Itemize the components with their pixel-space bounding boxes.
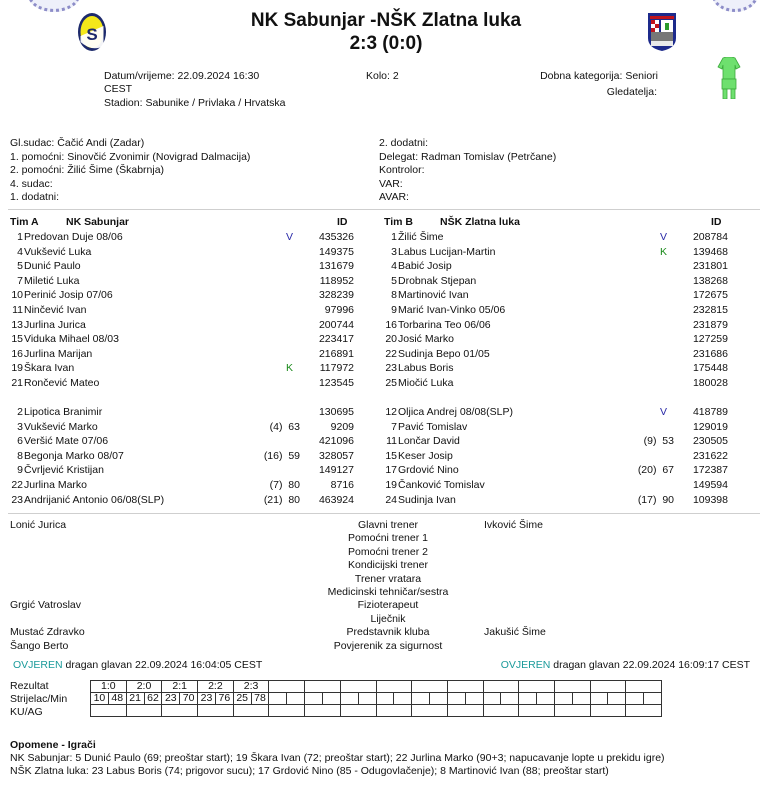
goal-scorer-cell	[483, 693, 501, 705]
player-id: 231686	[692, 347, 728, 360]
svg-text:S: S	[86, 25, 98, 44]
goal-score-cell	[412, 681, 448, 693]
player-name: Begonja Marko 08/07	[24, 449, 124, 462]
ku-ag-cell	[590, 705, 626, 717]
goal-score-cell	[269, 681, 305, 693]
player-id: 127259	[692, 333, 728, 346]
goal-scorer-cell	[376, 693, 394, 705]
player-name: Veršić Mate 07/06	[24, 435, 109, 448]
ku-ag-cell	[554, 705, 590, 717]
goal-minute-cell: 62	[144, 693, 162, 705]
player-row	[0, 478, 353, 493]
staff-home-name: Lonić Jurica	[10, 519, 67, 531]
staff-role: Medicinski tehničar/sestra	[327, 586, 449, 598]
official-avar: AVAR:	[379, 191, 409, 203]
player-number: 17	[385, 464, 397, 477]
player-row	[0, 230, 353, 245]
goal-minute-cell: 70	[180, 693, 198, 705]
team-b-id-header: ID	[711, 216, 722, 228]
player-number: 5	[391, 274, 397, 287]
staff-role: Povjerenik za sigurnost	[333, 639, 443, 652]
player-name: Lončar David	[398, 435, 460, 448]
divider	[8, 513, 760, 514]
player-name: Miletić Luka	[24, 274, 80, 287]
player-number: 2	[17, 406, 23, 418]
player-row	[0, 245, 353, 260]
ku-ag-cell	[412, 705, 448, 717]
goal-minute-cell	[644, 693, 662, 705]
player-number: 1	[391, 231, 397, 243]
player-number: 23	[385, 362, 397, 375]
player-name: Žilić Šime	[398, 231, 444, 243]
goal-score-cell	[483, 681, 519, 693]
player-name: Jurlina Marijan	[24, 347, 93, 360]
player-number: 16	[11, 347, 23, 360]
player-row	[367, 259, 727, 274]
staff-role: Pomoćni trener 1	[348, 532, 428, 545]
staff-role: Predstavnik kluba	[346, 626, 430, 639]
player-id: 463924	[318, 493, 354, 506]
player-number: 8	[391, 289, 397, 302]
match-stadium: Stadion: Sabunike / Privlaka / Hrvatska	[104, 97, 286, 109]
player-number: 3	[17, 420, 23, 433]
player-name: Rončević Mateo	[24, 377, 100, 389]
player-id: 149375	[318, 245, 354, 258]
player-id: 130695	[318, 406, 354, 418]
player-number: 19	[11, 362, 23, 375]
player-row	[0, 288, 353, 303]
goal-scorer-cell: 23	[198, 693, 216, 705]
cautions-home: NK Sabunjar: 5 Dunić Paulo (69; preoštar start); 19 Škara Ivan (72; preoštar start); 22 Jurlina Marko (90+3; napucavanje lopte u prekidu igre)	[10, 752, 665, 764]
goal-scorer-cell	[519, 693, 537, 705]
player-row	[367, 318, 727, 333]
player-id: 97996	[324, 304, 354, 316]
player-name: Grdović Nino	[398, 464, 459, 477]
player-row	[367, 245, 727, 260]
player-name: Škara Ivan	[24, 362, 75, 375]
goal-score-cell	[590, 681, 626, 693]
official-assistant-1: 1. pomoćni: Sinovčić Zvonimir (Novigrad Dalmacija)	[10, 151, 251, 163]
player-row	[367, 478, 727, 493]
player-number: 25	[385, 377, 397, 389]
player-number: 11	[386, 435, 397, 448]
team-b-label: Tim B	[384, 216, 413, 228]
home-team-crest	[77, 12, 107, 52]
staff-role: Liječnik	[370, 612, 406, 625]
cautions-away: NŠK Zlatna luka: 23 Labus Boris (74; prigovor sucu); 17 Grdović Nino (85 - Odugovlačenje); 8 Martinović Ivan (88; preoštar start)	[10, 765, 609, 777]
divider	[8, 209, 760, 210]
player-number: 12	[385, 406, 397, 418]
player-name: Andrijanić Antonio 06/08(SLP)	[24, 493, 165, 506]
age-category: Dobna kategorija: Seniori	[540, 70, 658, 82]
goal-score-cell: 2:2	[198, 681, 234, 693]
player-name: Lipotica Branimir	[24, 406, 103, 418]
player-id: 421096	[318, 435, 354, 448]
match-title: NK Sabunjar -NŠK Zlatna luka	[250, 10, 522, 31]
player-row	[0, 463, 353, 478]
goal-score-cell: 2:0	[126, 681, 162, 693]
player-number: 5	[17, 260, 23, 273]
player-number: 19	[385, 479, 397, 491]
official-main-referee: Gl.sudac: Čačić Andi (Zadar)	[10, 137, 145, 149]
ku-ag-cell	[519, 705, 555, 717]
goal-scorer-cell	[447, 693, 465, 705]
result-score-row	[91, 681, 662, 693]
player-row	[367, 493, 727, 508]
player-number: 7	[391, 420, 397, 433]
player-role-badge: V	[660, 406, 668, 418]
player-row	[367, 347, 727, 362]
team-a-name: NK Sabunjar	[66, 216, 130, 228]
player-number: 10	[11, 289, 23, 302]
player-number: 16	[385, 318, 397, 331]
away-verification	[420, 659, 750, 671]
goal-scorer-cell: 23	[162, 693, 180, 705]
player-id: 175448	[692, 362, 728, 375]
player-row	[367, 230, 727, 245]
player-name: Josić Marko	[398, 333, 455, 346]
player-number: 11	[12, 304, 23, 316]
match-round: Kolo: 2	[366, 70, 399, 82]
player-number: 13	[11, 318, 23, 331]
player-name: Miočić Luka	[398, 377, 454, 389]
player-id: 230505	[692, 435, 728, 448]
player-number: 4	[17, 245, 23, 258]
player-substitution: (16) 59	[263, 449, 300, 462]
player-number: 8	[17, 449, 23, 462]
verified-by: dragan glavan 22.09.2024 16:09:17 CEST	[553, 659, 750, 671]
player-id: 149127	[318, 464, 354, 477]
player-name: Martinović Ivan	[398, 289, 469, 302]
player-id: 172675	[692, 289, 728, 302]
player-number: 7	[17, 274, 23, 287]
player-substitution: (4) 63	[269, 420, 300, 433]
goal-minute-cell	[537, 693, 555, 705]
goal-minute-cell	[430, 693, 448, 705]
player-number: 15	[11, 333, 23, 346]
goal-minute-cell: 76	[215, 693, 233, 705]
association-seal-left	[28, 0, 80, 12]
staff-role: Fizioterapeut	[357, 599, 419, 612]
goal-score-cell: 1:0	[91, 681, 127, 693]
player-id: 328239	[318, 289, 354, 302]
ku-ag-cell	[233, 705, 269, 717]
attendance: Gledatelja:	[606, 86, 657, 98]
player-row	[367, 376, 727, 391]
player-number: 24	[385, 493, 397, 506]
player-name: Torbarina Teo 06/06	[398, 318, 491, 331]
player-number: 9	[17, 464, 23, 477]
player-id: 8716	[330, 479, 354, 491]
player-number: 4	[391, 260, 397, 273]
player-row	[367, 449, 727, 464]
goal-scorer-cell	[305, 693, 323, 705]
player-row	[367, 463, 727, 478]
ku-ag-cell	[269, 705, 305, 717]
staff-role: Kondicijski trener	[348, 559, 428, 572]
player-id: 131679	[318, 260, 354, 273]
ku-ag-cell	[483, 705, 519, 717]
player-name: Drobnak Stjepan	[398, 274, 477, 287]
player-row	[0, 347, 353, 362]
goal-score-cell	[626, 681, 662, 693]
staff-away-name: Ivković Šime	[484, 519, 543, 531]
ku-ag-cell	[126, 705, 162, 717]
player-row	[0, 405, 353, 420]
player-name: Marić Ivan-Vinko 05/06	[398, 304, 506, 316]
player-row	[367, 303, 727, 318]
player-id: 231879	[692, 318, 728, 331]
goal-score-cell: 2:1	[162, 681, 198, 693]
match-timezone: CEST	[104, 83, 133, 95]
player-row	[0, 434, 353, 449]
player-number: 22	[11, 479, 23, 491]
player-id: 118952	[319, 274, 354, 287]
goal-minute-cell: 48	[108, 693, 126, 705]
team-b-name: NŠK Zlatna luka	[440, 216, 520, 228]
ku-ag-row-label: KU/AG	[10, 706, 43, 718]
staff-home-name: Šango Berto	[10, 639, 69, 652]
player-name: Viduka Mihael 08/03	[24, 333, 119, 346]
player-id: 328057	[318, 449, 354, 462]
player-row	[0, 376, 353, 391]
verified-status: OVJEREN	[500, 659, 551, 671]
player-name: Labus Boris	[398, 362, 454, 375]
result-ku-ag-row	[91, 705, 662, 717]
official-delegate: Delegat: Radman Tomislav (Petrčane)	[379, 151, 557, 163]
staff-role: Pomoćni trener 2	[348, 545, 428, 558]
goal-minute-cell	[501, 693, 519, 705]
goal-score-cell	[305, 681, 341, 693]
player-row	[367, 434, 727, 449]
goal-scorer-cell: 21	[126, 693, 144, 705]
staff-role: Trener vratara	[354, 572, 422, 585]
official-fourth: 4. sudac:	[10, 178, 53, 190]
player-name: Čanković Tomislav	[398, 479, 485, 491]
goal-score-cell: 2:3	[233, 681, 269, 693]
player-number: 20	[385, 333, 397, 346]
goal-minute-cell	[322, 693, 340, 705]
player-number: 9	[391, 304, 397, 316]
player-substitution: (21) 80	[263, 493, 300, 506]
ku-ag-cell	[162, 705, 198, 717]
player-name: Labus Lucijan-Martin	[398, 245, 496, 258]
player-role-badge: K	[286, 362, 294, 375]
goal-score-cell	[447, 681, 483, 693]
player-name: Perinić Josip 07/06	[24, 289, 113, 302]
player-id: 435326	[318, 231, 354, 243]
player-row	[367, 361, 727, 376]
player-name: Keser Josip	[398, 449, 453, 462]
player-name: Pavić Tomislav	[398, 420, 468, 433]
player-id: 139468	[692, 245, 728, 258]
goal-scorer-cell	[626, 693, 644, 705]
away-team-crest	[647, 12, 677, 52]
cautions-title: Opomene - Igrači	[10, 739, 96, 751]
player-id: 208784	[692, 231, 728, 243]
player-id: 9209	[330, 420, 354, 433]
goal-scorer-cell: 10	[91, 693, 109, 705]
player-row	[367, 274, 727, 289]
goal-scorer-cell	[590, 693, 608, 705]
ku-ag-cell	[376, 705, 412, 717]
player-name: Babić Josip	[398, 260, 452, 273]
staff-away-name: Jakušić Šime	[484, 626, 546, 639]
goal-score-cell	[376, 681, 412, 693]
player-number: 6	[17, 435, 23, 448]
player-id: 418789	[692, 406, 728, 418]
player-number: 15	[385, 449, 397, 462]
ku-ag-cell	[626, 705, 662, 717]
goal-scorer-cell	[412, 693, 430, 705]
goal-minute-cell	[465, 693, 483, 705]
player-id: 117972	[319, 362, 354, 375]
team-a-id-header: ID	[337, 216, 348, 228]
player-row	[367, 420, 727, 435]
player-row	[0, 449, 353, 464]
goal-minute-cell: 78	[251, 693, 269, 705]
association-seal-right	[712, 0, 758, 12]
player-row	[367, 288, 727, 303]
player-id: 172387	[692, 464, 728, 477]
player-row	[0, 259, 353, 274]
player-row	[367, 332, 727, 347]
verified-by: dragan glavan 22.09.2024 16:04:05 CEST	[65, 659, 263, 671]
player-substitution: (17) 90	[637, 493, 674, 506]
player-role-badge: V	[660, 231, 668, 243]
player-row	[0, 332, 353, 347]
player-substitution: (20) 67	[637, 464, 674, 477]
player-id: 180028	[692, 377, 728, 389]
player-id: 149594	[692, 479, 728, 491]
player-id: 129019	[692, 420, 728, 433]
player-number: 23	[11, 493, 23, 506]
player-id: 232815	[692, 304, 728, 316]
official-controller: Kontrolor:	[379, 164, 425, 176]
player-name: Ninčević Ivan	[24, 304, 87, 316]
player-name: Sudinja Bepo 01/05	[398, 347, 490, 360]
player-row	[0, 493, 353, 508]
goal-minute-cell	[287, 693, 305, 705]
goal-minute-cell	[608, 693, 626, 705]
player-id: 231801	[692, 260, 728, 273]
player-number: 21	[11, 377, 23, 389]
match-datetime: Datum/vrijeme: 22.09.2024 16:30	[104, 70, 260, 82]
player-number: 3	[391, 245, 397, 258]
player-name: Vukšević Luka	[24, 245, 92, 258]
ku-ag-cell	[447, 705, 483, 717]
result-table	[90, 680, 662, 717]
staff-home-name: Grgić Vatroslav	[10, 599, 81, 612]
player-row	[0, 303, 353, 318]
player-name: Oljica Andrej 08/08(SLP)	[398, 406, 513, 418]
player-name: Vukšević Marko	[24, 420, 98, 433]
verified-status: OVJEREN	[13, 659, 63, 671]
official-additional-1: 1. dodatni:	[10, 191, 60, 203]
player-name: Dunić Paulo	[24, 260, 81, 273]
player-role-badge: K	[660, 245, 668, 258]
goal-scorer-cell	[269, 693, 287, 705]
player-name: Jurlina Jurica	[24, 318, 86, 331]
player-id: 109398	[692, 493, 728, 506]
staff-role: Glavni trener	[357, 519, 419, 531]
goal-score-cell	[340, 681, 376, 693]
scorer-row-label: Strijelac/Min	[10, 693, 68, 705]
result-row-label: Rezultat	[10, 680, 49, 692]
player-id: 138268	[692, 274, 728, 287]
player-number: 22	[385, 347, 397, 360]
goal-scorer-cell	[340, 693, 358, 705]
player-id: 123545	[318, 377, 354, 389]
player-id: 200744	[318, 318, 354, 331]
player-row	[367, 405, 727, 420]
player-id: 231622	[692, 449, 728, 462]
ku-ag-cell	[198, 705, 234, 717]
ku-ag-cell	[305, 705, 341, 717]
player-row	[0, 361, 353, 376]
goal-scorer-cell: 25	[233, 693, 251, 705]
goal-score-cell	[519, 681, 555, 693]
official-assistant-2: 2. pomoćni: Žilić Šime (Škabrnja)	[10, 164, 165, 176]
player-row	[0, 318, 353, 333]
player-substitution: (9) 53	[643, 435, 674, 448]
player-name: Jurlina Marko	[24, 479, 88, 491]
ku-ag-cell	[340, 705, 376, 717]
player-row	[0, 274, 353, 289]
player-id: 216891	[318, 347, 354, 360]
result-scorer-row	[91, 693, 662, 705]
player-name: Čvrljević Kristijan	[24, 464, 104, 477]
player-name: Predovan Duje 08/06	[24, 231, 123, 243]
green-kit-icon	[717, 57, 741, 99]
home-verification	[13, 659, 262, 671]
goal-minute-cell	[394, 693, 412, 705]
player-substitution: (7) 80	[269, 479, 300, 491]
ku-ag-cell	[91, 705, 127, 717]
player-id: 223417	[318, 333, 354, 346]
player-role-badge: V	[286, 231, 294, 243]
goal-minute-cell	[358, 693, 376, 705]
player-row	[0, 420, 353, 435]
player-number: 1	[17, 231, 23, 243]
goal-minute-cell	[572, 693, 590, 705]
match-score: 2:3 (0:0)	[349, 33, 423, 54]
player-name: Sudinja Ivan	[398, 493, 456, 506]
goal-scorer-cell	[554, 693, 572, 705]
official-additional-2: 2. dodatni:	[379, 137, 429, 149]
staff-home-name: Mustać Zdravko	[10, 626, 85, 639]
goal-score-cell	[554, 681, 590, 693]
official-var: VAR:	[379, 178, 403, 190]
team-a-label: Tim A	[10, 216, 39, 228]
